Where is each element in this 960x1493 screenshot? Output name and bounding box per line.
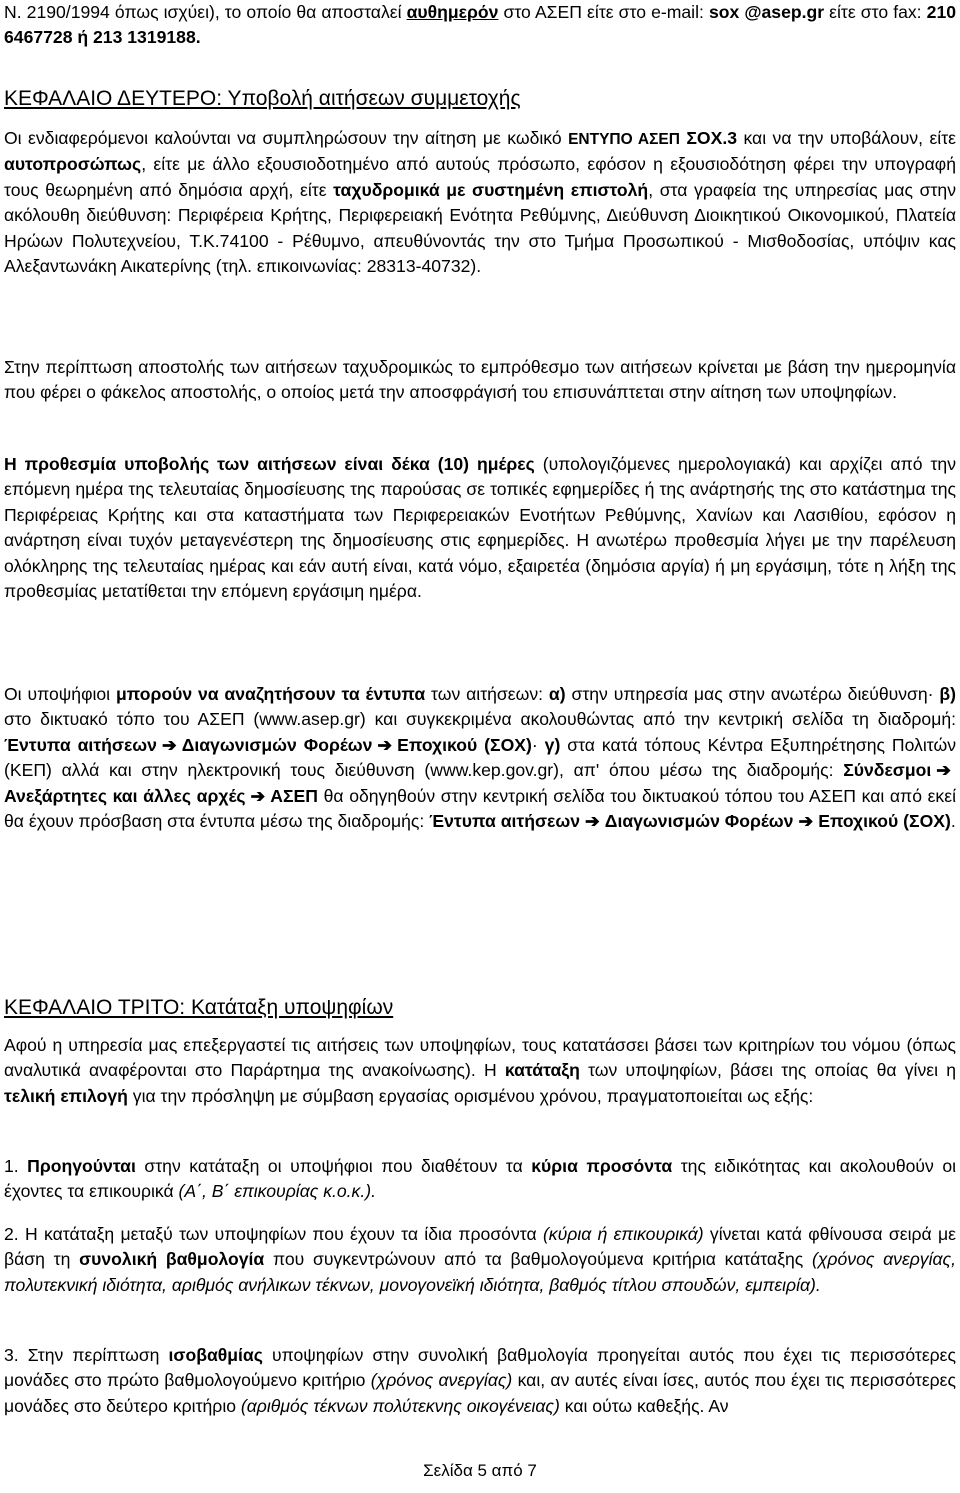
text: των αιτήσεων: bbox=[425, 684, 549, 704]
text-italic: (αριθμός τέκνων πολύτεκνης οικογένειας) bbox=[240, 1395, 560, 1416]
deadline-text: Η προθεσμία υποβολής των αιτήσεων είναι δέκα (10) ημέρες bbox=[4, 454, 535, 474]
text: 3. Στην περίπτωση bbox=[4, 1345, 169, 1365]
ranking-rule-3 bbox=[4, 1343, 956, 1419]
text: στα κατά τόπους Κέντρα Εξυπηρέτησης Πολιτών (ΚΕΠ) αλλά και στην ηλεκτρονική τους διεύθυνση (www.kep.gov.gr), απ' όπου μέσω της διαδρομής: bbox=[4, 734, 956, 781]
arrow-right-icon: ➔ bbox=[798, 811, 814, 832]
text: . bbox=[950, 811, 956, 832]
path-step: Έντυπα αιτήσεων bbox=[429, 811, 581, 832]
paragraph-intro-contact bbox=[4, 0, 956, 51]
text: στο δικτυακό τόπο του ΑΣΕΠ (www.asep.gr) και συγκεκριμένα ακολουθώντας από την κεντρική σελίδα τη διαδρομή: bbox=[4, 709, 956, 730]
path-step: Εποχικού (ΣΟΧ) bbox=[397, 734, 532, 755]
text: Οι υποψήφιοι bbox=[4, 684, 116, 704]
path-step: Εποχικού (ΣΟΧ) bbox=[818, 811, 951, 832]
paragraph-ranking-intro bbox=[4, 1033, 956, 1109]
text-in-person: αυτοπροσώπως bbox=[4, 154, 142, 175]
text-italic: (χρόνος ανεργίας) bbox=[370, 1370, 513, 1391]
text-bold: κύρια προσόντα bbox=[531, 1156, 673, 1176]
text-italic: (χρόνος ανεργίας, πολυτεκνική ιδιότητα, αριθμός ανήλικων τέκνων, μονογονεϊκή ιδιότητα, βαθμός τίτλου σπουδών, εμπειρία). bbox=[4, 1249, 956, 1295]
text-bold: μπορούν να αναζητήσουν τα έντυπα bbox=[115, 684, 426, 704]
text-italic: (κύρια ή επικουρικά) bbox=[542, 1224, 704, 1244]
text: θα οδηγηθούν στην κεντρική σελίδα του δικτυακού τόπου του ΑΣΕΠ και από εκεί θα έχουν πρόσβαση στα έντυπα μέσω της διαδρομής: bbox=[4, 785, 956, 832]
page-number-footer: Σελίδα 5 από 7 bbox=[423, 1461, 537, 1480]
text: και ούτω καθεξής. Αν bbox=[559, 1395, 729, 1416]
arrow-right-icon: ➔ bbox=[377, 734, 393, 755]
form-code-number: ΣΟΧ.3 bbox=[686, 128, 738, 148]
text: είτε στο fax: bbox=[824, 2, 927, 22]
text: γίνεται κατά φθίνουσα σειρά με βάση τη bbox=[4, 1224, 956, 1270]
arrow-right-icon: ➔ bbox=[585, 811, 600, 832]
chapter-2-heading bbox=[4, 84, 956, 114]
chapter-3-heading bbox=[4, 993, 956, 1023]
text-bold: κατάταξη bbox=[504, 1060, 580, 1081]
text: 2. Η κατάταξη μεταξύ των υποψηφίων που έχουν τα ίδια προσόντα bbox=[4, 1224, 543, 1244]
text: για την πρόσληψη με σύμβαση εργασίας ορισμένου χρόνου, πραγματοποιείται ως εξής: bbox=[127, 1085, 814, 1106]
text-italic: (Α΄, Β΄ επικουρίας κ.ο.κ.). bbox=[178, 1181, 376, 1202]
text: της ειδικότητας και ακολουθούν οι έχοντες τα επικουρικά bbox=[4, 1156, 957, 1202]
paragraph-forms-availability bbox=[4, 682, 956, 834]
text: που συγκεντρώνουν από τα βαθμολογούμενα κριτήρια κατάταξης bbox=[264, 1249, 812, 1270]
text: Αφού η υπηρεσία μας επεξεργαστεί τις αιτήσεις των υποψηφίων, τους κατατάσσει βάσει των κριτηρίων του νόμου (όπως αναλυτικά αναφέρονται στο Παράρτημα της ανακοίνωσης). Η bbox=[4, 1035, 956, 1081]
path-step: Ανεξάρτητες και άλλες αρχές bbox=[4, 785, 246, 806]
text-registered-mail: ταχυδρομικά με συστημένη επιστολή bbox=[333, 179, 649, 200]
ranking-rule-1 bbox=[4, 1154, 956, 1205]
text: Στην περίπτωση αποστολής των αιτήσεων ταχυδρομικώς το εμπρόθεσμο των αιτήσεων κρίνεται με βάση την ημερομηνία που φέρει ο φάκελος αποστολής, ο οποίος μετά την αποσφράγισή του επισυνάπτεται στην αίτηση των υποψηφίων. bbox=[4, 357, 956, 403]
arrow-right-icon: ➔ bbox=[936, 760, 951, 781]
text: (υπολογιζόμενες ημερολογιακά) και αρχίζει από την επόμενη ημέρα της τελευταίας δημοσίευσης της παρούσας σε τοπικές εφημερίδες ή της ανάρτησής της στο κατάστημα της Περιφέρειας Κρήτης και στα καταστήματα των Περιφερειακών Ενοτήτων Ρεθύμνης, Χανίων και Λασιθίου, εφόσον η ανάρτηση είναι τυχόν μεταγενέστερη της δημοσίευσης στις εφημερίδες. Η ανωτέρω προθεσμία λήγει με την παρέλευση ολόκληρης της τελευταίας ημέρας και εάν αυτή είναι, κατά νόμο, εξαιρετέα (δημόσια αργία) ή μη εργάσιμη, τότε η λήξη της προθεσμίας μετατίθεται την επόμενη εργάσιμη ημέρα. bbox=[4, 454, 956, 602]
ranking-rule-2 bbox=[4, 1222, 956, 1298]
path-step: ΑΣΕΠ bbox=[270, 785, 319, 806]
text: · bbox=[531, 734, 545, 755]
text: Ν. 2190/1994 όπως ισχύει), το οποίο θα αποσταλεί bbox=[4, 2, 407, 22]
text: , στα γραφεία της υπηρεσίας μας στην ακόλουθη διεύθυνση: Περιφέρεια Κρήτης, Περιφερειακή Ενότητα Ρεθύμνης, Διεύθυνση Διοικητικού Οικονομικού, Πλατεία Ηρώων Πολυτεχνείου, Τ.Κ.74100 - Ρέθυμνο, απευθύνοντάς την στο Τμήμα Προσωπικού - Μισθοδοσίας, υπόψιν κας Αλεξαντωνάκη Αικατερίνης (τηλ. επικοινωνίας: 28313-40732). bbox=[4, 179, 956, 277]
text: Οι ενδιαφερόμενοι καλούνται να συμπληρώσουν την αίτηση με κωδικό bbox=[4, 128, 569, 148]
form-code: ΕΝΤΥΠΟ ΑΣΕΠ bbox=[568, 131, 680, 148]
text-bold: τελική επιλογή bbox=[4, 1085, 128, 1106]
arrow-right-icon: ➔ bbox=[161, 734, 177, 755]
list-marker-a: α) bbox=[548, 684, 566, 704]
heading-text: ΚΕΦΑΛΑΙΟ ΔΕΥΤΕΡΟ: Υποβολή αιτήσεων συμμετοχής bbox=[4, 87, 521, 110]
path-step: Έντυπα αιτήσεων bbox=[4, 734, 157, 755]
text-same-day: αυθημερόν bbox=[406, 2, 499, 22]
fax-numbers: 210 6467728 ή 213 1319188. bbox=[4, 2, 957, 48]
paragraph-deadline bbox=[4, 452, 956, 604]
path-step: Σύνδεσμοι bbox=[843, 760, 932, 781]
path-step: Διαγωνισμών Φορέων bbox=[604, 811, 794, 832]
list-marker-b: β) bbox=[939, 684, 956, 704]
text-bold: συνολική βαθμολογία bbox=[79, 1249, 265, 1270]
text: υποψηφίων στην συνολική βαθμολογία προηγείται αυτός που έχει τις περισσότερες μονάδες στο πρώτο βαθμολογούμενο κριτήριο bbox=[4, 1345, 956, 1391]
text-bold: Προηγούνται bbox=[27, 1156, 136, 1176]
text: και, αν αυτές είναι ίσες, αυτός που έχει τις περισσότερες μονάδες στο δεύτερο κριτήριο bbox=[4, 1370, 956, 1416]
text-bold: ισοβαθμίας bbox=[168, 1345, 263, 1365]
path-step: Διαγωνισμών Φορέων bbox=[181, 734, 373, 755]
arrow-right-icon: ➔ bbox=[250, 785, 266, 806]
list-marker-c: γ) bbox=[544, 734, 561, 755]
text: στην κατάταξη οι υποψήφιοι που διαθέτουν τα bbox=[135, 1156, 532, 1176]
text: των υποψηφίων, βάσει της οποίας θα γίνει η bbox=[579, 1060, 956, 1081]
paragraph-application-submission bbox=[4, 126, 956, 279]
text: στο ΑΣΕΠ είτε στο e-mail: bbox=[498, 2, 709, 22]
paragraph-postal-timeliness bbox=[4, 355, 956, 406]
text: στην υπηρεσία μας στην ανωτέρω διεύθυνση· bbox=[565, 684, 940, 704]
list-number: 1. bbox=[4, 1156, 28, 1176]
heading-text: ΚΕΦΑΛΑΙΟ ΤΡΙΤΟ: Κατάταξη υποψηφίων bbox=[4, 996, 394, 1019]
text: , είτε με άλλο εξουσιοδοτημένο από αυτούς πρόσωπο, εφόσον η εξουσιοδότηση φέρει την υπογραφή τους θεωρημένη από δημόσια αρχή, είτε bbox=[4, 154, 956, 200]
email-address: sox @asep.gr bbox=[708, 2, 825, 22]
text: και να την υποβάλουν, είτε bbox=[737, 128, 957, 148]
